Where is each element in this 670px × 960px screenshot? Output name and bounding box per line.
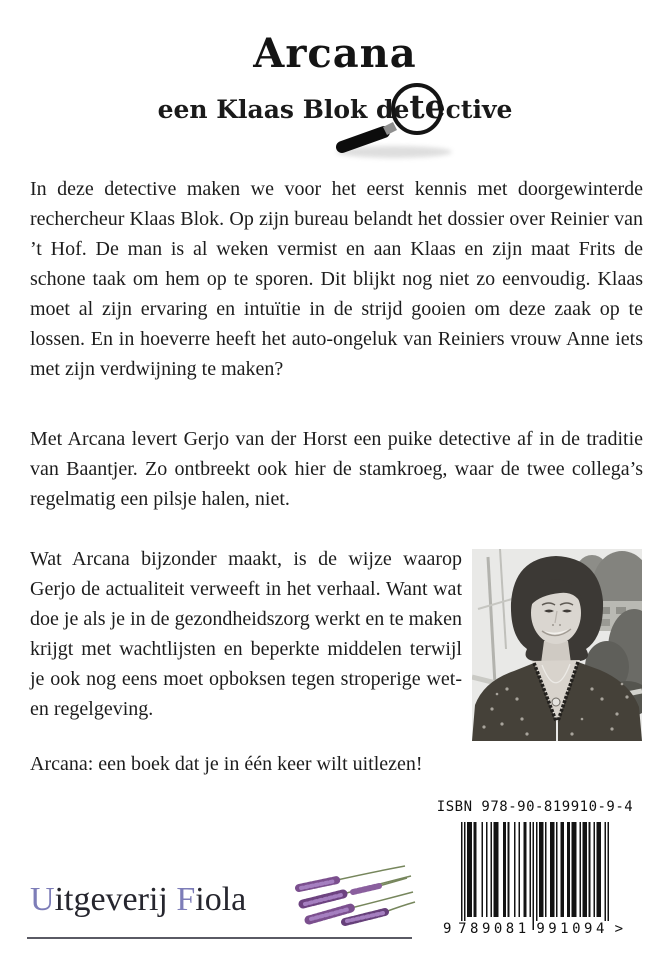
barcode-digits [442, 921, 624, 937]
photo-pendant [552, 698, 560, 706]
barcode [461, 822, 609, 930]
publisher-initial: F [176, 881, 196, 918]
publisher-logo [30, 881, 246, 919]
lavender-heads [299, 880, 385, 922]
blurb-paragraph-2: Met Arcana levert Gerjo van der Horst een puike detective af in de traditie van Baantjer. Zo ontbreekt ook hier de stamkroeg, waar de twee collega’s regelmatig een pilsje halen, niet. [30, 428, 643, 510]
barcode-arrow: > [614, 921, 623, 937]
magnifier-handle [342, 132, 384, 147]
barcode-digit-group-1: 789081 [458, 921, 530, 937]
book-subtitle [0, 86, 670, 131]
subtitle-text-before: een Klaas Blok de [157, 95, 410, 124]
tagline: Arcana: een boek dat je in één keer wilt uitlezen! [30, 753, 423, 775]
blurb-paragraph-3: Wat Arcana bijzonder maakt, is de wijze waarop Gerjo de actualiteit verweeft in het verhaal. Want wat doe je als je in de gezondheidszorg werkt en te maken krijgt met wachtlijsten en beperkte middelen terwijl je ook nog eens moet opboksen tegen stroperige wet- en regelgeving. [30, 548, 462, 720]
publisher-initial: U [30, 881, 55, 918]
subtitle-magnified-text: te [409, 87, 446, 126]
publisher-divider [27, 937, 412, 939]
book-title: Arcana [253, 30, 417, 77]
isbn-label: ISBN 978-90-819910-9-4 [436, 799, 634, 815]
publisher-name-part: itgeverij [54, 881, 177, 918]
lavender-flowers-icon [293, 858, 417, 934]
blurb-paragraph-1: In deze detective maken we voor het eerst kennis met doorgewinterde rechercheur Klaas Blok. Op zijn bureau belandt het dossier over Reinier van ’t Hof. De man is al weken vermist en aan Klaas en zijn maat Frits de schone taak om hem op te sporen. Dit blijkt nog niet zo eenvoudig. Klaas moet al zijn ervaring en intuïtie in de strijd gooien om deze zaak op te lossen. En in hoeverre heeft het auto-ongeluk van Reiniers vrouw Anne iets met zijn verdwijning te maken? [30, 178, 643, 380]
isbn-block [428, 799, 642, 930]
barcode-digit-group-2: 991094 [536, 921, 608, 937]
subtitle-text-after: ctive [445, 95, 513, 124]
magnifier-shadow [336, 146, 452, 158]
author-photo [472, 549, 642, 741]
barcode-digit-lead: 9 [443, 921, 452, 937]
publisher-name-part: iola [195, 881, 247, 918]
